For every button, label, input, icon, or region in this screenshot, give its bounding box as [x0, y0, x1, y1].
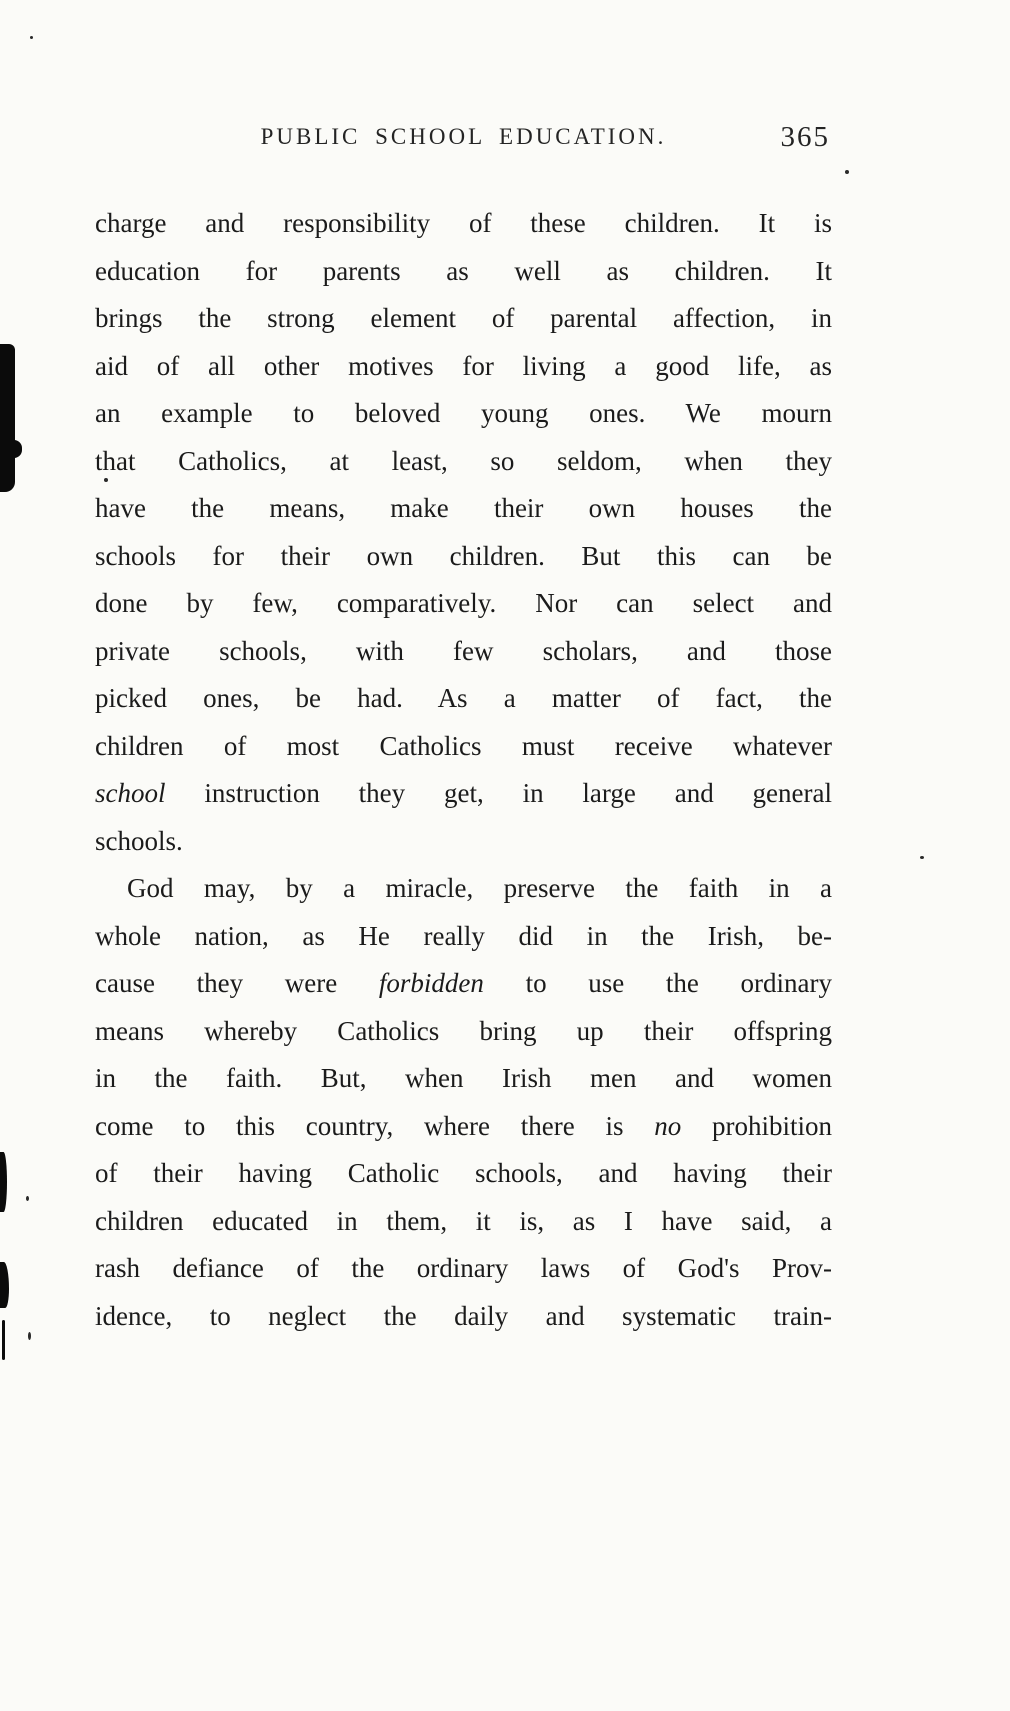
text-line [95, 390, 832, 438]
text-run: come to this country, where there is [95, 1110, 655, 1141]
text-run: God may, by a miracle, preserve the faith in a [127, 873, 832, 903]
ink-mark-artifact [0, 1152, 7, 1212]
text-line [95, 295, 832, 343]
text-run: prohibition [681, 1110, 832, 1141]
page-number: 365 [780, 121, 830, 153]
text-run: means whereby Catholics bring up their offspring [95, 1015, 832, 1046]
speck-artifact [30, 36, 33, 39]
paragraph [95, 865, 832, 1340]
speck-artifact [920, 856, 924, 859]
speck-artifact [845, 170, 849, 174]
text-line [95, 960, 832, 1008]
page-content [95, 121, 833, 1340]
text-line [95, 248, 832, 296]
text-run: charge and responsibility of these children. It is [95, 208, 832, 238]
text-block [95, 200, 832, 1340]
text-line [95, 485, 832, 533]
speck-artifact [28, 1332, 31, 1340]
text-run: in the faith. But, when Irish men and women [95, 1063, 832, 1093]
text-line [95, 533, 832, 581]
text-run: idence, to neglect the daily and systematic train- [95, 1300, 832, 1331]
text-run: children of most Catholics must receive whatever [95, 730, 832, 761]
text-line [95, 770, 832, 818]
text-line [95, 675, 832, 723]
text-run: picked ones, be had. As a matter of fact, the [95, 683, 832, 713]
text-run: of their having Catholic schools, and having their [95, 1158, 832, 1188]
text-line [95, 1150, 832, 1198]
text-line [95, 628, 832, 676]
text-run: children educated in them, it is, as I have said, a [95, 1205, 832, 1236]
text-run: done by few, comparatively. Nor can select and [95, 588, 832, 618]
text-line [95, 1293, 832, 1341]
ink-mark-artifact [0, 1262, 9, 1308]
text-run: private schools, with few scholars, and those [95, 635, 832, 666]
running-title: PUBLIC SCHOOL EDUCATION. [260, 124, 667, 149]
text-line [95, 1198, 832, 1246]
text-run: to use the ordinary [483, 968, 833, 998]
text-line [95, 818, 832, 866]
text-line [95, 343, 832, 391]
text-line [95, 723, 832, 771]
text-run: that Catholics, at least, so seldom, when they [95, 445, 832, 476]
text-line [95, 438, 832, 486]
italic-text-run: no [654, 1110, 682, 1141]
ink-mark-artifact [2, 1320, 5, 1360]
text-run: an example to beloved young ones. We mourn [95, 398, 832, 428]
italic-text-run: school [95, 778, 166, 808]
text-run: schools. [95, 825, 183, 856]
text-run: brings the strong element of parental affection, in [95, 303, 832, 333]
text-run: whole nation, as He really did in the Irish, be- [95, 920, 832, 951]
text-line [95, 580, 832, 628]
speck-artifact [26, 1196, 29, 1201]
text-line [95, 1055, 832, 1103]
text-run: cause they were [95, 968, 379, 998]
italic-text-run: forbidden [378, 968, 484, 998]
text-run: aid of all other motives for living a good life, as [95, 350, 832, 381]
text-line [95, 200, 832, 248]
text-line [95, 1103, 832, 1151]
text-line [95, 1008, 832, 1056]
running-head [95, 121, 832, 168]
text-run: have the means, make their own houses the [95, 493, 832, 523]
text-line [95, 865, 832, 913]
text-run: instruction they get, in large and general [165, 778, 832, 808]
text-run: rash defiance of the ordinary laws of God's Prov- [95, 1253, 832, 1283]
ink-blot-artifact [0, 344, 15, 492]
text-run: schools for their own children. But this can be [95, 540, 832, 571]
paragraph [95, 200, 832, 865]
text-run: education for parents as well as children. It [95, 255, 832, 286]
text-line [95, 1245, 832, 1293]
text-line [95, 913, 832, 961]
